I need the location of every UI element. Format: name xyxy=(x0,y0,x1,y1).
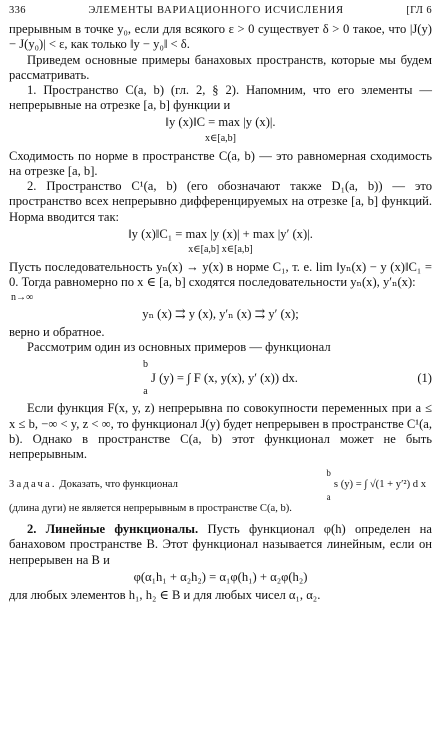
paragraph-space-c: 1. Пространство C(a, b) (гл. 2, § 2). Напомним, что его элементы — непрерывные на отрезке [a, b] функции и xyxy=(9,83,432,113)
task-formula: s (y) = ∫ √(1 + y′²) d x xyxy=(333,479,426,491)
paragraph-functional-example: Рассмотрим один из основных примеров — функционал xyxy=(27,340,331,355)
equation-number: (1) xyxy=(417,370,432,385)
paragraph-continuity-definition: прерывным в точке y₀, если для всякого ε > 0 существует δ > 0 такое, что |J(y) − J(y₀)| < ε, как только ‖y − y₀‖ < δ. xyxy=(9,22,432,52)
running-header xyxy=(9,3,432,18)
page-number: 336 xyxy=(9,5,26,16)
equation-norm-c-text: ‖y (x)‖C = max |y (x)|. xyxy=(165,115,276,130)
chapter-label: [ГЛ 6 xyxy=(406,5,432,16)
equation-linearity: φ(α₁h₁ + α₂h₂) = α₁φ(h₁) + α₂φ(h₂) xyxy=(133,569,308,584)
task-integral-upper: b xyxy=(326,468,331,479)
section-text: Пусть функционал φ(h) определен на банаховом пространстве B. Этот функционал называется линейным, если он непрерывен на B и xyxy=(9,522,432,567)
equation-norm-c1-subscript: x∈[a,b] x∈[a,b] xyxy=(188,244,253,256)
equation-norm-c-subscript: x∈[a,b] xyxy=(204,132,236,144)
running-title: ЭЛЕМЕНТЫ ВАРИАЦИОННОГО ИСЧИСЛЕНИЯ xyxy=(88,5,344,16)
equation-norm-c1 xyxy=(9,227,432,257)
equation-norm-c1-text: ‖y (x)‖C₁ = max |y (x)| + max |y′ (x)|. xyxy=(128,226,313,241)
limit-subscript: n→∞ xyxy=(11,291,34,303)
equation-uniform-convergence: yₙ (x) ⇉ y (x), y′ₙ (x) ⇉ y′ (x); xyxy=(142,306,299,321)
task-integral-lower: a xyxy=(326,492,331,503)
paragraph-converse: верно и обратное. xyxy=(9,325,105,340)
task-block xyxy=(9,468,432,516)
integral-lower-limit: a xyxy=(143,386,148,398)
section-title: 2. Линейные функционалы. xyxy=(27,522,199,537)
paragraph-arbitrary-elements: для любых элементов h₁, h₂ ∈ B и для любых чисел α₁, α₂. xyxy=(9,588,321,603)
equation-functional-text: J (y) = ∫ F (x, y(x), y′ (x)) dx. xyxy=(151,370,298,385)
task-text: Доказать, что функционал xyxy=(59,479,178,491)
paragraph-sequence-convergence: Пусть последовательность yₙ(x) → y(x) в норме C₁, т. е. lim ‖yₙ(x) − y (x)‖C₁ = 0. Тогда равномерно по x ∈ [a, b] сходятся последовательности yₙ(x), y′ₙ(x): xyxy=(9,260,432,290)
paragraph-intro-examples: Приведем основные примеры банаховых пространств, которые мы будем рассматривать. xyxy=(9,52,432,82)
paragraph-continuity-condition: Если функция F(x, y, z) непрерывна по совокупности переменных при a ≤ x ≤ b, −∞ < y, z < ∞, то функционал J(y) будет непрерывен в пространстве C¹(a, b). Однако в пространстве C(a, b) этот функционал может не быть непрерывным. xyxy=(9,401,432,462)
equation-functional-1 xyxy=(9,359,432,397)
paragraph-space-c1: 2. Пространство C¹(a, b) (его обозначают также D₁(a, b)) — это пространство всех непрерывно дифференцируемых на отрезке [a, b] функций. Норма вводится так: xyxy=(9,179,432,224)
task-rest: (длина дуги) не является непрерывным в пространстве C(a, b). xyxy=(9,503,292,515)
paragraph-convergence-c: Сходимость по норме в пространстве C(a, b) — это равномерная сходимость на отрезке [a, b]. xyxy=(9,148,432,179)
task-label: Задача. xyxy=(9,479,57,491)
integral-upper-limit: b xyxy=(143,359,149,371)
equation-norm-c xyxy=(9,115,432,145)
section-linear-functionals xyxy=(9,522,432,568)
